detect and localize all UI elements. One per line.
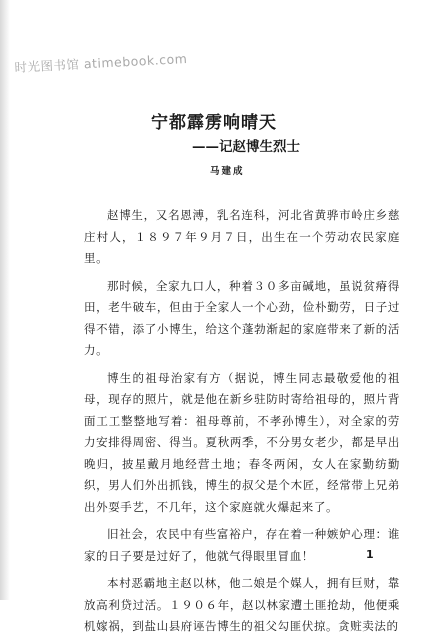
paragraph: 赵博生，又名恩溥，乳名连科，河北省黄骅市岭庄乡慈庄村人，１８９７年９月７日，出生在一个劳动农民家庭里。 [84,208,400,265]
author-name: 马建成 [210,166,245,177]
paragraph: 博生的祖母治家有方（据说，博生同志最敬爱他的祖母，现存的照片，就是他在新乡驻防时寄给祖母的，照片背面工工整整地写着：祖母尊前，不孝孙博生），对全家的劳力安排得周密、得当。夏秋两季，不分男女老少，都是早出晚归，披星戴月地经营土地；春冬两闲，女人在家勤纺勤织，男人们外出抓钱，博生的叔父是个木匠，经常带上兄弟出外耍手艺，不几年，这个家庭就火爆起来了。 [84,370,400,514]
article-title: 宁都霹雳响晴天 [151,113,277,133]
article-body [84,205,400,644]
paragraph: 旧社会，农民中有些富裕户，存在着一种嫉妒心理：谁家的日子要是过好了，他就气得眼里冒血！ [84,527,400,563]
paragraph: 那时候，全家九口人，种着３０多亩碱地，虽说贫瘠得田，老牛破车，但由于全家人一个心劲，俭朴勤劳，日子过得不错，添了小博生，给这个蓬勃渐起的家庭带来了新的活力。 [84,278,400,357]
paragraph: 本村恶霸地主赵以林，他二娘是个媒人，拥有巨财，靠放高利贷过活。１９０６年，赵以林家遭土匪抢劫，他便乘机嫁祸，到盐山县府诬告博生的祖父勾匪伏掠。贪赃卖法的 [84,576,400,633]
scan-edge-shadow [0,0,10,600]
watermark-text: 时光图书馆 atimebook.com [14,50,188,75]
page-number: 1 [366,548,374,561]
article-subtitle: ——记赵博生烈士 [192,139,300,155]
